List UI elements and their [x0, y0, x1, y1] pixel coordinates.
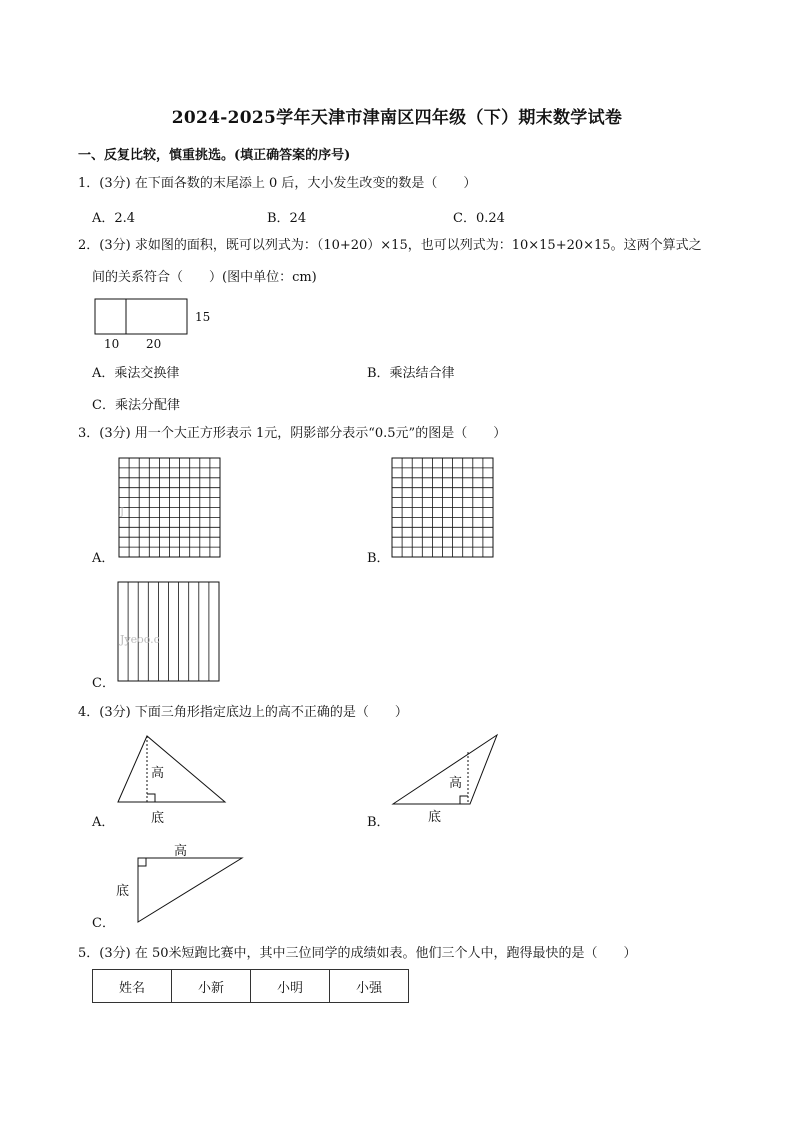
right-angle-mark-c — [138, 858, 146, 866]
right-angle-mark-b — [460, 796, 468, 804]
question-2-option-c: C．乘法分配律 — [92, 398, 180, 413]
height-label-c: 高 — [174, 844, 188, 859]
triangle-b — [390, 730, 505, 810]
hundred-grid-a — [118, 457, 222, 559]
question-2-option-b: B．乘法结合律 — [367, 366, 455, 381]
watermark-c: Jyeoo.c — [120, 633, 160, 646]
question-4-option-c: C． — [92, 916, 115, 931]
triangle-c — [134, 855, 246, 927]
page-title: 2024-2025学年天津市津南区四年级（下）期末数学试卷 — [171, 108, 623, 128]
question-2-option-a: A．乘法交换律 — [92, 366, 180, 381]
hundred-grid-b — [391, 457, 495, 559]
question-5-stem: 5．(3分) 在 50米短跑比赛中，其中三位同学的成绩如表。他们三个人中，跑得最快的是（ ） — [78, 946, 637, 961]
width-label-10: 10 — [104, 337, 120, 351]
question-4-option-b: B． — [367, 815, 390, 830]
table-header-cell: 小明 — [251, 970, 330, 1003]
triangle-a — [110, 730, 235, 810]
question-4-option-a: A． — [92, 815, 115, 830]
results-table — [92, 969, 409, 1003]
question-1-option-b: B．24 — [267, 211, 307, 226]
outer-rectangle — [95, 299, 187, 334]
question-2-stem-line-1: 2．(3分) 求如图的面积，既可以列式为：（10+20）×15，也可以列式为：10×15+20×15。这两个算式之 — [78, 238, 702, 253]
question-3-option-b: B． — [367, 551, 390, 566]
height-label-15: 15 — [195, 310, 211, 324]
section-heading: 一、反复比较，慎重挑选。(填正确答案的序号) — [78, 148, 351, 163]
table-header-cell: 小强 — [330, 970, 409, 1003]
height-label-b: 高 — [449, 776, 463, 791]
question-2-stem-line-2: 间的关系符合（ ）(图中单位：cm) — [92, 270, 317, 285]
base-label-a: 底 — [151, 811, 165, 826]
question-1-stem: 1．(3分) 在下面各数的末尾添上 0 后，大小发生改变的数是（ ） — [78, 176, 477, 191]
width-label-20: 20 — [146, 337, 162, 351]
question-4-stem: 4．(3分) 下面三角形指定底边上的高不正确的是（ ） — [78, 705, 408, 720]
question-3-stem: 3．(3分) 用一个大正方形表示 1元，阴影部分表示“0.5元”的图是（ ） — [78, 426, 507, 441]
base-label-b: 底 — [428, 810, 442, 825]
question-3-option-c: C． — [92, 676, 115, 691]
base-label-c: 底 — [116, 884, 130, 899]
question-3-option-a: A． — [92, 551, 115, 566]
question-1-option-c: C．0.24 — [453, 211, 505, 226]
watermark-a: J — [120, 507, 125, 518]
table-header-cell: 小新 — [172, 970, 251, 1003]
table-header-cell: 姓名 — [93, 970, 172, 1003]
question-1-option-a: A．2.4 — [92, 211, 136, 226]
height-label-a: 高 — [151, 766, 165, 781]
right-angle-mark-a — [147, 794, 155, 802]
ten-column-figure-c — [117, 581, 221, 683]
table-row — [93, 970, 409, 1003]
